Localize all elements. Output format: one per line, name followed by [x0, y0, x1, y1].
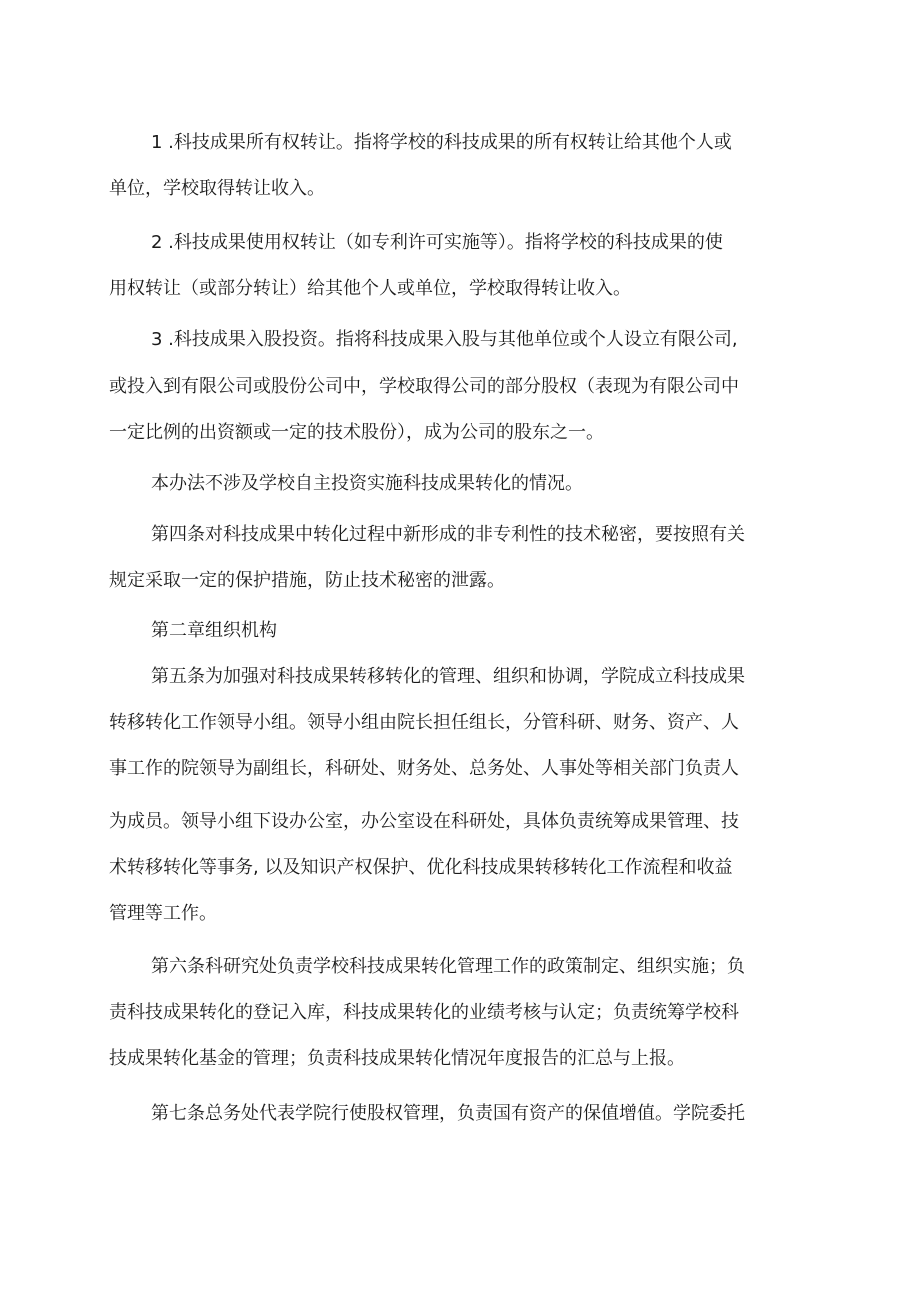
paragraph-item-1-line-1: 1 .科技成果所有权转让。指将学校的科技成果的所有权转让给其他个人或	[151, 132, 732, 153]
article-5-line-4: 为成员。领导小组下设办公室，办公室设在科研处，具体负责统筹成果管理、技	[109, 811, 739, 832]
text-line	[0, 518, 920, 552]
paragraph-item-3-line-1: 3 .科技成果入股投资。指将科技成果入股与其他单位或个人设立有限公司,	[151, 329, 738, 350]
text-line	[0, 706, 920, 740]
text-line	[0, 897, 920, 931]
article-5-line-2: 转移转化工作领导小组。领导小组由院长担任组长，分管科研、财务、资产、人	[109, 712, 739, 733]
text-line	[0, 226, 920, 260]
chapter-2-heading: 第二章组织机构	[151, 620, 277, 641]
text-line	[0, 851, 920, 885]
text-line	[0, 752, 920, 786]
article-6-line-2: 责科技成果转化的登记入库，科技成果转化的业绩考核与认定；负责统筹学校科	[109, 1002, 739, 1023]
article-7-line-1: 第七条总务处代表学院行使股权管理，负责国有资产的保值增值。学院委托	[151, 1103, 745, 1124]
text-line	[0, 805, 920, 839]
paragraph-item-3-line-2: 或投入到有限公司或股份公司中，学校取得公司的部分股权（表现为有限公司中	[109, 376, 739, 397]
text-line	[0, 370, 920, 404]
text-line	[0, 996, 920, 1030]
article-5-line-3: 事工作的院领导为副组长，科研处、财务处、总务处、人事处等相关部门负责人	[109, 758, 739, 779]
text-line	[0, 467, 920, 501]
article-5-line-1: 第五条为加强对科技成果转移转化的管理、组织和协调，学院成立科技成果	[151, 666, 745, 687]
paragraph-item-2-line-2: 用权转让（或部分转让）给其他个人或单位，学校取得转让收入。	[109, 278, 631, 299]
paragraph-item-3-line-3: 一定比例的出资额或一定的技术股份），成为公司的股东之一。	[109, 422, 604, 443]
text-line	[0, 660, 920, 694]
article-6-line-1: 第六条科研究处负责学校科技成果转化管理工作的政策制定、组织实施；负	[151, 956, 745, 977]
article-5-line-6: 管理等工作。	[109, 903, 217, 924]
text-line	[0, 272, 920, 306]
text-line	[0, 1042, 920, 1076]
text-line	[0, 416, 920, 450]
text-line	[0, 1097, 920, 1131]
article-4-line-1: 第四条对科技成果中转化过程中新形成的非专利性的技术秘密，要按照有关	[151, 524, 745, 545]
paragraph-item-1-line-2: 单位，学校取得转让收入。	[109, 178, 325, 199]
text-line	[0, 126, 920, 160]
paragraph-item-2-line-1: 2 .科技成果使用权转让（如专利许可实施等）。指将学校的科技成果的使	[151, 232, 723, 253]
article-4-line-2: 规定采取一定的保护措施，防止技术秘密的泄露。	[109, 570, 505, 591]
text-line	[0, 323, 920, 357]
article-6-line-3: 技成果转化基金的管理；负责科技成果转化情况年度报告的汇总与上报。	[109, 1048, 685, 1069]
text-line	[0, 172, 920, 206]
paragraph-scope: 本办法不涉及学校自主投资实施科技成果转化的情况。	[151, 473, 583, 494]
article-5-line-5: 术转移转化等事务, 以及知识产权保护、优化科技成果转移转化工作流程和收益	[109, 857, 733, 878]
text-line	[0, 564, 920, 598]
text-line	[0, 614, 920, 648]
text-line	[0, 950, 920, 984]
